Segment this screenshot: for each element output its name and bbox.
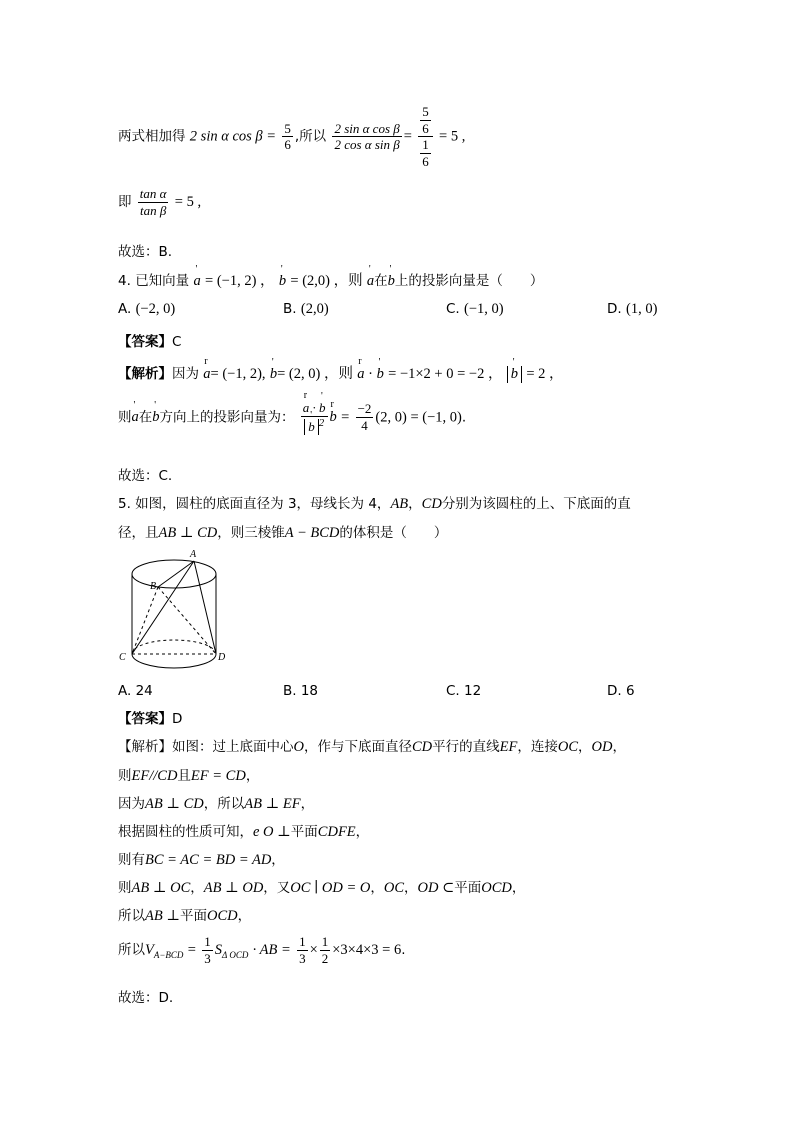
math: (2, 0) = (−1, 0): [375, 409, 462, 426]
math: CDFE: [317, 824, 356, 840]
point-b-label: B: [150, 581, 157, 592]
text: ，作与下底面直径: [303, 739, 412, 755]
text: 即: [118, 194, 132, 211]
magnitude-b: [507, 366, 522, 383]
label: B.: [283, 301, 297, 317]
text: .: [461, 409, 467, 426]
fraction: [138, 186, 169, 218]
point-d-label: D: [218, 652, 226, 663]
q4-option-c: [446, 301, 504, 318]
math: CD: [421, 496, 442, 512]
q4-answer: [118, 330, 181, 350]
text: 平面: [454, 880, 482, 896]
num: 5: [422, 104, 429, 119]
q4-option-d: [607, 301, 657, 318]
q5-analysis-line6: [118, 876, 525, 897]
subscript: A−BCD: [153, 949, 184, 960]
text: 所以: [118, 942, 145, 959]
answer-value: D: [172, 711, 183, 727]
vector-b: ' b: [319, 400, 326, 416]
text: ，: [271, 852, 285, 868]
num: −2: [357, 401, 372, 417]
math: OC: [383, 880, 405, 896]
vector-a: r a: [357, 366, 364, 383]
text: 则: [118, 409, 132, 426]
text: .: [401, 942, 406, 959]
vector-a: ' a: [193, 273, 200, 290]
text: ，: [578, 739, 592, 755]
cylinder-figure: [116, 548, 236, 672]
den: ' b $^2$: [301, 417, 328, 435]
text: 平面: [290, 824, 318, 840]
label: C.: [446, 301, 460, 317]
math: = (−1, 2),: [210, 366, 266, 382]
math: AB ⊥ OC: [131, 880, 191, 896]
text: ，: [404, 880, 418, 896]
question-4: [118, 269, 543, 290]
answer-value: C: [172, 334, 182, 350]
text: 径，且: [118, 525, 159, 541]
num: 1: [204, 934, 211, 949]
text: 已知向量: [135, 273, 190, 289]
math: = (2, 0) ，则: [277, 366, 353, 382]
text: 5. 如图，圆柱的底面直径为 3，母线长为 4，: [118, 496, 391, 512]
math: · AB =: [252, 942, 291, 959]
answer-line: 故选：B.: [118, 244, 173, 260]
text: 则有: [118, 852, 145, 868]
segment-ad: [194, 561, 216, 654]
text: 所以: [118, 908, 145, 924]
math: ×: [309, 942, 318, 959]
text: ，: [511, 880, 526, 896]
den: 6: [422, 153, 429, 169]
q5-option-d: D. 6: [607, 683, 635, 699]
q5-analysis-line2: [118, 764, 259, 785]
num: [418, 104, 433, 137]
math: ×3×4×3 = 6: [332, 942, 402, 959]
den: 2: [321, 950, 329, 966]
point-c-label: C: [119, 652, 126, 663]
text: ，则三棱锥: [217, 525, 285, 541]
vector-b: ' b: [279, 273, 286, 290]
value: (−2, 0): [135, 301, 176, 317]
q5-analysis-line4: [118, 820, 369, 841]
math: = 2 ，: [526, 366, 564, 382]
q5-volume: [118, 934, 406, 966]
text: 平行的直线: [432, 739, 500, 755]
bottom-back-arc: [132, 640, 216, 654]
answer-label: 【答案】: [118, 711, 172, 727]
den: 6: [284, 137, 291, 153]
math: AB ⊥ CD: [158, 525, 218, 541]
math: EF//CD: [131, 768, 178, 784]
math: 2 sin α cos β =: [189, 128, 277, 145]
text: 上的投影向量是（ ）: [394, 273, 544, 289]
num: 1: [321, 934, 329, 949]
den: tan β: [139, 202, 167, 218]
projection-fraction: [301, 400, 328, 435]
math: CD: [411, 739, 433, 755]
math: EF = CD: [190, 768, 246, 784]
label: D.: [607, 301, 622, 317]
solution-line-ratio: [118, 186, 201, 218]
text: 且: [177, 768, 191, 784]
question-5-line1: [118, 492, 631, 513]
text: ,所以: [294, 128, 327, 145]
text: 两式相加得: [118, 128, 186, 145]
q4-option-b: [283, 301, 329, 318]
vector-b: ' b: [270, 366, 277, 383]
math: V: [145, 942, 154, 959]
q5-option-b: B. 18: [283, 683, 319, 699]
q4-projection: [118, 400, 466, 435]
math: AB ⊥ EF: [244, 796, 301, 812]
q4-analysis: 【解析】因为 r a= (−1, 2), ' b= (2, 0) ，则 r a · ' b = −1×2 + 0 = −2 ， ' b = 2 ，: [118, 362, 564, 383]
den: 3: [204, 950, 211, 966]
math: EF: [499, 739, 518, 755]
num: 5: [284, 120, 291, 136]
text: 分别为该圆柱的上、下底面的直: [441, 496, 631, 512]
math: e O ⊥: [253, 824, 291, 840]
text: ，又: [263, 880, 291, 896]
text: ，连接: [517, 739, 558, 755]
top-ellipse: [132, 560, 216, 588]
num: r a · ' b: [301, 400, 328, 417]
vector-b: ' b: [377, 366, 384, 383]
math: OC: [557, 739, 579, 755]
text: 因为: [172, 366, 199, 382]
vector-a: r a: [203, 366, 210, 383]
fraction: [356, 401, 374, 433]
math: = 5 ,: [439, 128, 466, 145]
value: (−1, 0): [464, 301, 504, 317]
math: = (−1, 2) ，: [205, 273, 275, 289]
label: A.: [118, 301, 132, 317]
math: = −1×2 + 0 = −2 ，: [388, 366, 503, 382]
text: 则: [118, 768, 132, 784]
math: AB: [390, 496, 409, 512]
text: ，: [237, 908, 252, 924]
den: 2 cos α sin β: [334, 137, 400, 153]
den: [418, 137, 433, 169]
vector-a: ' a: [132, 409, 139, 426]
text: 根据圆柱的性质可知，: [118, 824, 253, 840]
math: OD ⊂: [417, 880, 455, 896]
compound-fraction: [418, 104, 433, 169]
vector-a: r a: [303, 400, 310, 416]
den: 3: [299, 950, 306, 966]
text: 平面: [179, 908, 207, 924]
text: ，所以: [203, 796, 245, 812]
math: AB ⊥ CD: [145, 796, 204, 812]
text: 的体积是（ ）: [339, 525, 448, 541]
vector-b: ' b: [308, 419, 315, 435]
fraction: [202, 934, 213, 966]
text: ，: [612, 739, 626, 755]
text: ，: [408, 496, 422, 512]
math: A − BCD: [284, 525, 340, 541]
vector-a: ' a: [367, 273, 374, 290]
text: 在: [138, 409, 153, 426]
text: 【解析】如图：过上底面中心: [118, 739, 294, 755]
question-5-line2: [118, 521, 447, 542]
segment-bd: [158, 587, 216, 654]
vector-b: ' b: [388, 273, 395, 290]
math: AB ⊥: [145, 908, 180, 924]
fraction: [332, 121, 401, 153]
vector-b: ' b: [511, 366, 518, 383]
math: OD: [591, 739, 613, 755]
text: 方向上的投影向量为：: [159, 409, 295, 426]
den: 4: [361, 417, 368, 433]
math: O: [293, 739, 304, 755]
num: tan α: [139, 186, 167, 201]
text: 因为: [118, 796, 145, 812]
bottom-front-arc: [132, 654, 216, 668]
vector-b: r b: [330, 409, 337, 426]
q5-final: 故选：D.: [118, 990, 174, 1006]
q5-answer: [118, 707, 182, 727]
text: ，: [245, 768, 260, 784]
q5-analysis-line5: [118, 848, 285, 869]
math: S: [214, 942, 222, 959]
text: ，: [300, 796, 315, 812]
answer-label: 【答案】: [118, 334, 172, 350]
text: ，: [355, 824, 370, 840]
text: 在: [374, 273, 388, 289]
math: AB ⊥ OD: [203, 880, 264, 896]
question-number: 4.: [118, 273, 131, 289]
subscript: Δ OCD: [221, 949, 249, 960]
segment-ac: [132, 561, 194, 654]
math: OCD: [481, 880, 512, 896]
fraction: [297, 934, 308, 966]
text: ，: [190, 880, 204, 896]
num: 1: [299, 934, 306, 949]
fraction: [320, 934, 331, 966]
math: = (2,0) ，则: [290, 273, 363, 289]
math: =: [341, 409, 350, 426]
vector-b: ' b: [152, 409, 159, 426]
q5-analysis-line3: [118, 792, 314, 813]
value: (2,0): [300, 301, 329, 317]
text: 则: [118, 880, 132, 896]
math: BC = AC = BD = AD: [145, 852, 272, 868]
analysis-label: 【解析】: [118, 366, 172, 382]
math: OC ∣ OD = O: [290, 880, 371, 896]
segment-ab: [158, 561, 194, 587]
fraction: [282, 121, 293, 153]
value: (1, 0): [625, 301, 658, 317]
math: = 5 ,: [174, 194, 202, 211]
text: ，: [370, 880, 384, 896]
den: 6: [422, 120, 429, 136]
q5-analysis-line1: [118, 735, 626, 756]
q4-option-a: [118, 301, 175, 318]
q5-option-a: A. 24: [118, 683, 153, 699]
q5-option-c: C. 12: [446, 683, 482, 699]
solution-line-sum: 两式相加得 2 sin α cos β = $\frac{5}{6}$ ,所以 $\frac{\text{2 sin α cos β}}{\text{2 cos α sin β}}$ = $\frac{\frac{5}{6}}{\frac{1}{6}}$ = 5 ,: [118, 104, 466, 169]
q4-final: 故选：C.: [118, 468, 173, 484]
num: 1: [422, 137, 429, 153]
math: OCD: [206, 908, 238, 924]
point-a-label: A: [190, 549, 197, 560]
num: 2 sin α cos β: [334, 120, 400, 136]
q5-analysis-line7: [118, 904, 251, 925]
math: =: [187, 942, 196, 959]
